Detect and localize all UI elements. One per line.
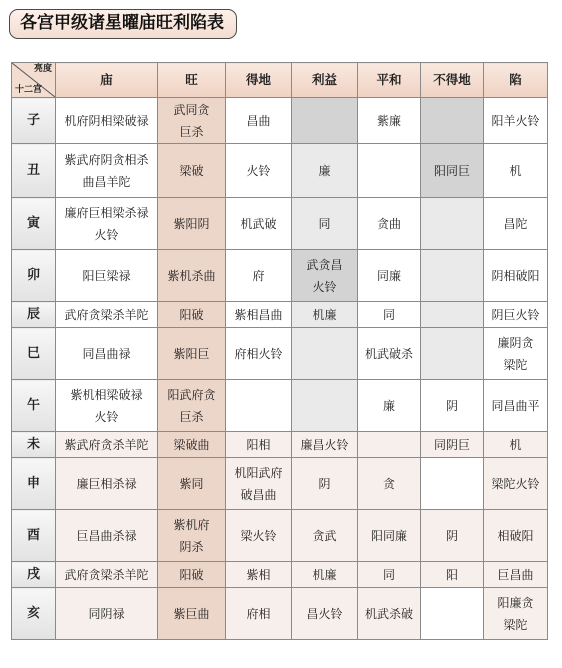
table-row xyxy=(12,588,548,640)
cell-budedi: 阴 xyxy=(421,510,484,562)
table-row xyxy=(12,98,548,144)
cell-liyi: 廉昌火铃 xyxy=(292,432,358,458)
cell-liyi: 阴 xyxy=(292,458,358,510)
header-budedi: 不得地 xyxy=(421,63,484,98)
table-row xyxy=(12,250,548,302)
cell-budedi xyxy=(421,458,484,510)
cell-budedi xyxy=(421,302,484,328)
cell-liyi: 廉 xyxy=(292,144,358,198)
branch-label: 卯 xyxy=(12,250,56,302)
cell-dedi: 府相 xyxy=(226,588,292,640)
cell-xian: 同昌曲平 xyxy=(484,380,548,432)
cell-miao: 武府贪梁杀羊陀 xyxy=(56,562,158,588)
table-row xyxy=(12,432,548,458)
branch-label: 寅 xyxy=(12,198,56,250)
cell-dedi: 紫相昌曲 xyxy=(226,302,292,328)
cell-pinghe: 紫廉 xyxy=(358,98,421,144)
cell-wang: 梁破曲 xyxy=(158,432,226,458)
header-liyi: 利益 xyxy=(292,63,358,98)
cell-xian: 阳廉贪 梁陀 xyxy=(484,588,548,640)
cell-miao: 武府贪梁杀羊陀 xyxy=(56,302,158,328)
header-pinghe: 平和 xyxy=(358,63,421,98)
branch-label: 酉 xyxy=(12,510,56,562)
corner-label-brightness: 亮度 xyxy=(33,64,52,74)
cell-budedi: 同阴巨 xyxy=(421,432,484,458)
cell-pinghe: 贪 xyxy=(358,458,421,510)
cell-liyi xyxy=(292,380,358,432)
table-row xyxy=(12,458,548,510)
cell-budedi xyxy=(421,98,484,144)
star-brightness-table xyxy=(11,62,548,640)
cell-pinghe: 阳同廉 xyxy=(358,510,421,562)
cell-budedi xyxy=(421,328,484,380)
cell-budedi xyxy=(421,588,484,640)
cell-liyi: 武贪昌 火铃 xyxy=(292,250,358,302)
cell-dedi: 机武破 xyxy=(226,198,292,250)
cell-pinghe xyxy=(358,144,421,198)
branch-label: 戌 xyxy=(12,562,56,588)
cell-miao: 紫武府阴贪相杀 曲昌羊陀 xyxy=(56,144,158,198)
cell-xian: 巨昌曲 xyxy=(484,562,548,588)
cell-miao: 机府阴相梁破禄 xyxy=(56,98,158,144)
table-row xyxy=(12,510,548,562)
cell-miao: 阳巨梁禄 xyxy=(56,250,158,302)
cell-xian: 阳羊火铃 xyxy=(484,98,548,144)
cell-miao: 紫机相梁破禄 火铃 xyxy=(56,380,158,432)
branch-label: 未 xyxy=(12,432,56,458)
cell-wang: 紫巨曲 xyxy=(158,588,226,640)
cell-xian: 昌陀 xyxy=(484,198,548,250)
cell-xian: 廉阴贪 梁陀 xyxy=(484,328,548,380)
table-row xyxy=(12,380,548,432)
branch-label: 申 xyxy=(12,458,56,510)
header-row xyxy=(12,63,548,98)
table-row xyxy=(12,328,548,380)
corner-cell xyxy=(12,63,56,98)
cell-liyi: 同 xyxy=(292,198,358,250)
cell-miao: 同阴禄 xyxy=(56,588,158,640)
cell-wang: 紫阳阴 xyxy=(158,198,226,250)
cell-liyi xyxy=(292,328,358,380)
cell-budedi xyxy=(421,250,484,302)
cell-budedi: 阳同巨 xyxy=(421,144,484,198)
cell-pinghe: 同廉 xyxy=(358,250,421,302)
cell-wang: 阳破 xyxy=(158,562,226,588)
cell-dedi: 府相火铃 xyxy=(226,328,292,380)
cell-pinghe: 机武杀破 xyxy=(358,588,421,640)
cell-dedi: 紫相 xyxy=(226,562,292,588)
cell-pinghe: 机武破杀 xyxy=(358,328,421,380)
cell-miao: 紫武府贪杀羊陀 xyxy=(56,432,158,458)
branch-label: 亥 xyxy=(12,588,56,640)
cell-liyi xyxy=(292,98,358,144)
cell-pinghe: 廉 xyxy=(358,380,421,432)
cell-pinghe: 贪曲 xyxy=(358,198,421,250)
cell-xian: 机 xyxy=(484,144,548,198)
cell-miao: 巨昌曲杀禄 xyxy=(56,510,158,562)
cell-xian: 阴相破阳 xyxy=(484,250,548,302)
cell-miao: 廉巨相杀禄 xyxy=(56,458,158,510)
cell-wang: 紫阳巨 xyxy=(158,328,226,380)
cell-dedi xyxy=(226,380,292,432)
branch-label: 巳 xyxy=(12,328,56,380)
cell-liyi: 机廉 xyxy=(292,302,358,328)
cell-dedi: 府 xyxy=(226,250,292,302)
cell-wang: 阳破 xyxy=(158,302,226,328)
cell-budedi: 阳 xyxy=(421,562,484,588)
cell-xian: 机 xyxy=(484,432,548,458)
cell-liyi: 贪武 xyxy=(292,510,358,562)
cell-budedi xyxy=(421,198,484,250)
corner-label-palaces: 十二宫 xyxy=(15,85,43,95)
branch-label: 午 xyxy=(12,380,56,432)
header-dedi: 得地 xyxy=(226,63,292,98)
cell-dedi: 梁火铃 xyxy=(226,510,292,562)
table-row xyxy=(12,302,548,328)
table-row xyxy=(12,198,548,250)
cell-miao: 同昌曲禄 xyxy=(56,328,158,380)
cell-xian: 相破阳 xyxy=(484,510,548,562)
header-wang: 旺 xyxy=(158,63,226,98)
cell-wang: 武同贪 巨杀 xyxy=(158,98,226,144)
cell-liyi: 机廉 xyxy=(292,562,358,588)
cell-pinghe xyxy=(358,432,421,458)
cell-pinghe: 同 xyxy=(358,562,421,588)
cell-xian: 阴巨火铃 xyxy=(484,302,548,328)
branch-label: 丑 xyxy=(12,144,56,198)
cell-wang: 紫同 xyxy=(158,458,226,510)
cell-xian: 梁陀火铃 xyxy=(484,458,548,510)
cell-liyi: 昌火铃 xyxy=(292,588,358,640)
table-row xyxy=(12,144,548,198)
cell-budedi: 阴 xyxy=(421,380,484,432)
cell-miao: 廉府巨相梁杀禄 火铃 xyxy=(56,198,158,250)
cell-dedi: 昌曲 xyxy=(226,98,292,144)
cell-wang: 阳武府贪 巨杀 xyxy=(158,380,226,432)
cell-wang: 紫机杀曲 xyxy=(158,250,226,302)
cell-dedi: 火铃 xyxy=(226,144,292,198)
cell-pinghe: 同 xyxy=(358,302,421,328)
branch-label: 辰 xyxy=(12,302,56,328)
header-miao: 庙 xyxy=(56,63,158,98)
cell-dedi: 阳相 xyxy=(226,432,292,458)
table-row xyxy=(12,562,548,588)
header-xian: 陷 xyxy=(484,63,548,98)
page-title: 各宫甲级诸星曜庙旺利陷表 xyxy=(9,9,237,39)
cell-wang: 紫机府 阴杀 xyxy=(158,510,226,562)
cell-wang: 梁破 xyxy=(158,144,226,198)
cell-dedi: 机阳武府 破昌曲 xyxy=(226,458,292,510)
branch-label: 子 xyxy=(12,98,56,144)
